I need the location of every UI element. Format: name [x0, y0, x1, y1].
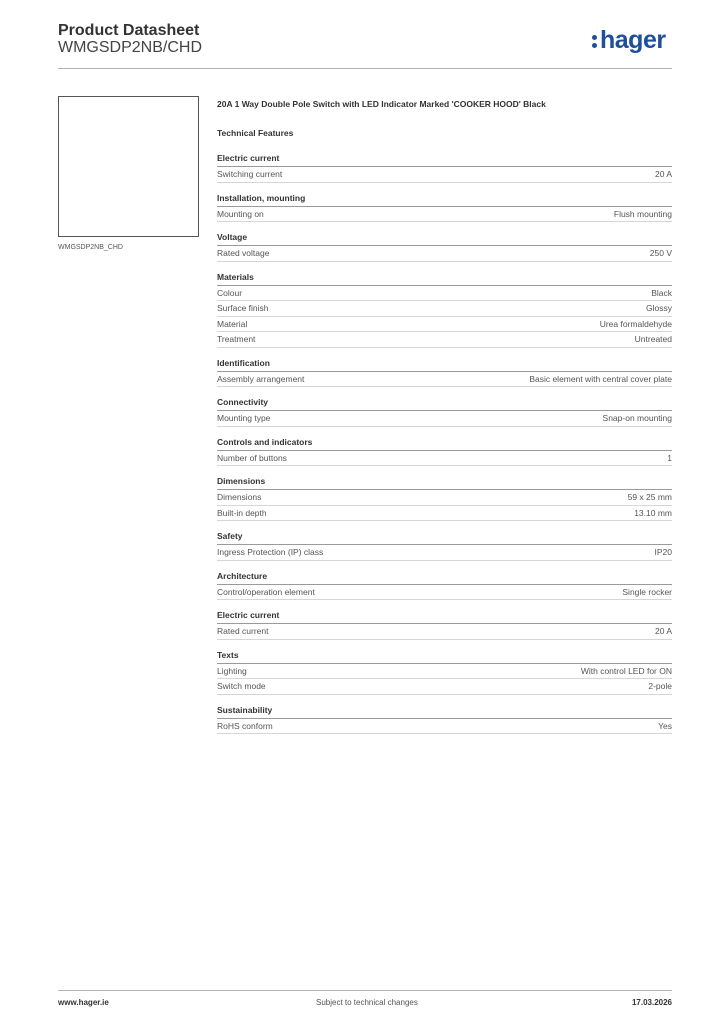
feature-section: [217, 397, 672, 427]
feature-value: 2-pole: [648, 681, 672, 692]
product-image-caption: WMGSDP2NB_CHD: [58, 244, 123, 251]
feature-label: Rated current: [217, 626, 269, 637]
logo-dots-icon: [592, 31, 598, 49]
feature-row: [217, 411, 672, 427]
section-title: Connectivity: [217, 397, 672, 411]
feature-row: [217, 451, 672, 467]
feature-section: [217, 272, 672, 348]
section-title: Electric current: [217, 610, 672, 624]
footer-divider: [58, 990, 672, 991]
technical-features-heading: Technical Features: [217, 128, 294, 138]
feature-section: [217, 437, 672, 467]
feature-value: Snap-on mounting: [602, 413, 672, 424]
feature-section: [217, 610, 672, 640]
feature-value: Glossy: [646, 303, 672, 314]
footer-note: Subject to technical changes: [316, 998, 418, 1007]
feature-value: 59 x 25 mm: [627, 492, 672, 503]
feature-value: Basic element with central cover plate: [529, 373, 672, 384]
feature-value: 1: [667, 452, 672, 463]
feature-row: [217, 679, 672, 695]
feature-label: Assembly arrangement: [217, 373, 305, 384]
product-image-frame: [58, 96, 199, 237]
section-title: Materials: [217, 272, 672, 286]
feature-value: Untreated: [634, 334, 672, 345]
feature-label: Switching current: [217, 169, 283, 180]
section-title: Electric current: [217, 153, 672, 167]
feature-label: Rated voltage: [217, 248, 270, 259]
section-title: Texts: [217, 650, 672, 664]
feature-value: Single rocker: [622, 586, 672, 597]
feature-label: Mounting type: [217, 413, 271, 424]
feature-section: [217, 153, 672, 183]
section-title: Architecture: [217, 571, 672, 585]
feature-section: [217, 193, 672, 223]
feature-label: Number of buttons: [217, 452, 287, 463]
feature-label: Colour: [217, 287, 243, 298]
feature-value: Black: [651, 287, 672, 298]
page-title: Product Datasheet: [58, 22, 200, 39]
feature-label: Switch mode: [217, 681, 266, 692]
feature-value: 13.10 mm: [634, 507, 672, 518]
feature-row: [217, 207, 672, 223]
feature-section: [217, 358, 672, 388]
feature-section: [217, 705, 672, 735]
section-title: Installation, mounting: [217, 193, 672, 207]
feature-label: Ingress Protection (IP) class: [217, 547, 324, 558]
header-divider: [58, 68, 672, 69]
feature-row: [217, 332, 672, 348]
feature-label: Surface finish: [217, 303, 269, 314]
logo-text: hager: [600, 26, 666, 54]
feature-row: [217, 664, 672, 680]
feature-row: [217, 372, 672, 388]
feature-section: [217, 531, 672, 561]
feature-row: [217, 719, 672, 735]
footer-website: www.hager.ie: [58, 998, 109, 1007]
feature-label: Dimensions: [217, 492, 262, 503]
feature-label: Built-in depth: [217, 507, 267, 518]
section-title: Controls and indicators: [217, 437, 672, 451]
datasheet-content: [217, 97, 672, 744]
feature-label: Control/operation element: [217, 586, 315, 597]
feature-row: [217, 167, 672, 183]
feature-value: With control LED for ON: [580, 665, 672, 676]
section-title: Safety: [217, 531, 672, 545]
feature-value: IP20: [654, 547, 672, 558]
feature-section: [217, 571, 672, 601]
feature-value: Urea formaldehyde: [599, 318, 672, 329]
feature-label: Treatment: [217, 334, 256, 345]
feature-label: Material: [217, 318, 248, 329]
feature-value: 20 A: [654, 169, 672, 180]
section-title: Dimensions: [217, 476, 672, 490]
feature-row: [217, 317, 672, 333]
hager-logo: [592, 28, 666, 53]
feature-row: [217, 506, 672, 522]
feature-row: [217, 545, 672, 561]
feature-label: Mounting on: [217, 208, 264, 219]
feature-section: [217, 476, 672, 521]
feature-row: [217, 490, 672, 506]
feature-section: [217, 650, 672, 695]
feature-value: Yes: [658, 720, 672, 731]
feature-sections: [217, 153, 672, 734]
feature-row: [217, 246, 672, 262]
section-title: Voltage: [217, 232, 672, 246]
feature-value: 250 V: [649, 248, 672, 259]
feature-row: [217, 585, 672, 601]
product-title: 20A 1 Way Double Pole Switch with LED Indicator Marked 'COOKER HOOD' Black: [217, 99, 546, 109]
product-code: WMGSDP2NB/CHD: [58, 39, 203, 56]
feature-row: [217, 624, 672, 640]
feature-label: Lighting: [217, 665, 247, 676]
feature-label: RoHS conform: [217, 720, 273, 731]
section-title: Identification: [217, 358, 672, 372]
feature-value: Flush mounting: [613, 208, 672, 219]
feature-section: [217, 232, 672, 262]
feature-row: [217, 286, 672, 302]
footer-date: 17.03.2026: [631, 998, 672, 1007]
feature-row: [217, 301, 672, 317]
section-title: Sustainability: [217, 705, 672, 719]
feature-value: 20 A: [654, 626, 672, 637]
